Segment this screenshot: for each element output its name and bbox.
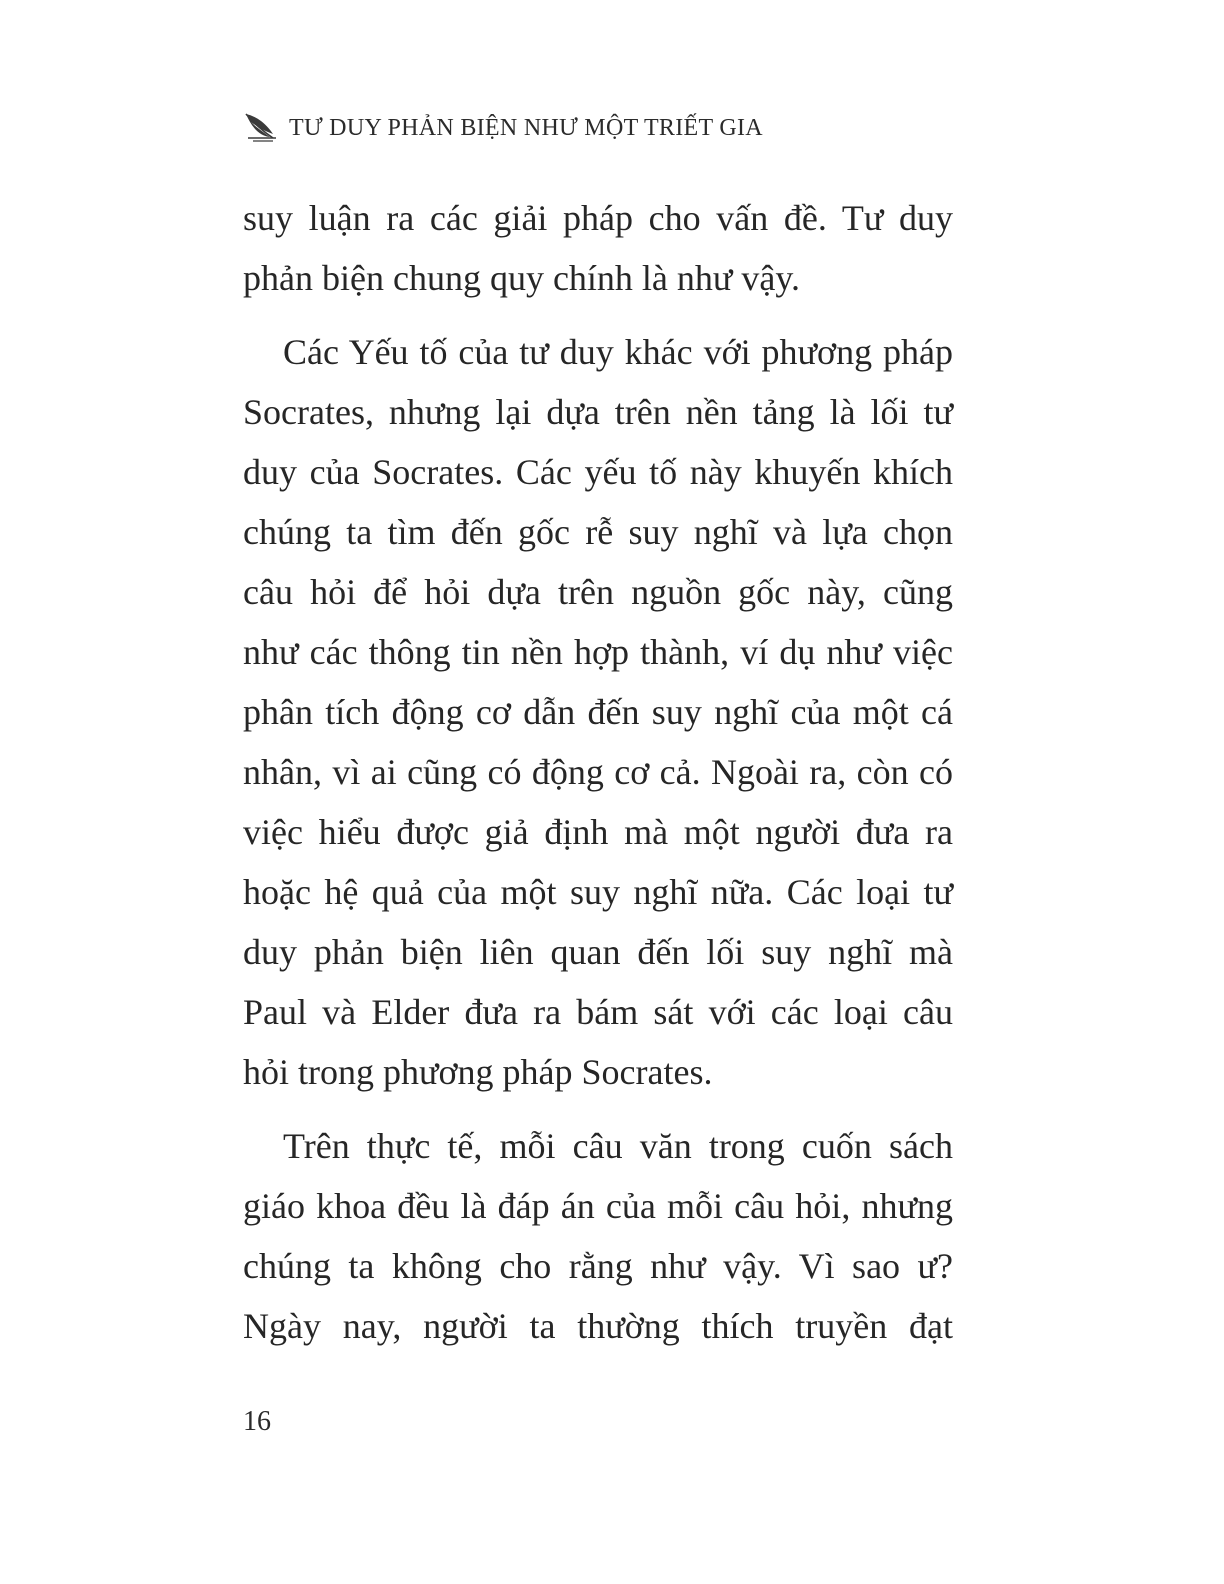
text-line: hỏi trong phương pháp Socrates. xyxy=(243,1052,713,1092)
text-line: nhân, vì ai cũng có động cơ cả. Ngoài ra, còn có xyxy=(243,752,953,792)
text-line: Socrates, nhưng lại dựa trên nền tảng là lối tư xyxy=(243,392,953,432)
text-line: việc hiểu được giả định mà một người đưa ra xyxy=(243,812,953,852)
text-line: phản biện chung quy chính là như vậy. xyxy=(243,258,801,298)
text-line: chúng ta tìm đến gốc rễ suy nghĩ và lựa chọn xyxy=(243,512,953,552)
running-header-title: TƯ DUY PHẢN BIỆN NHƯ MỘT TRIẾT GIA xyxy=(289,114,763,141)
text-line: như các thông tin nền hợp thành, ví dụ như việc xyxy=(243,632,953,672)
text-line: Trên thực tế, mỗi câu văn trong cuốn sách xyxy=(283,1126,953,1166)
text-line: phân tích động cơ dẫn đến suy nghĩ của một cá xyxy=(243,692,953,732)
text-line: suy luận ra các giải pháp cho vấn đề. Tư duy xyxy=(243,198,953,238)
text-line: giáo khoa đều là đáp án của mỗi câu hỏi, nhưng xyxy=(243,1186,953,1226)
text-line: Ngày nay, người ta thường thích truyền đạt xyxy=(243,1306,953,1346)
page-number: 16 xyxy=(243,1406,271,1437)
text-line: Các Yếu tố của tư duy khác với phương pháp xyxy=(283,332,953,372)
paragraph xyxy=(243,188,953,308)
paragraph xyxy=(243,1116,953,1356)
text-line: duy của Socrates. Các yếu tố này khuyến khích xyxy=(243,452,953,492)
running-header xyxy=(243,110,763,146)
text-line: hoặc hệ quả của một suy nghĩ nữa. Các loại tư xyxy=(243,872,953,912)
body-text xyxy=(243,188,953,1356)
text-line: chúng ta không cho rằng như vậy. Vì sao ư? xyxy=(243,1246,953,1286)
paragraph xyxy=(243,322,953,1102)
text-line: duy phản biện liên quan đến lối suy nghĩ mà xyxy=(243,932,953,972)
text-line: Paul và Elder đưa ra bám sát với các loại câu xyxy=(243,992,953,1032)
quill-feather-icon xyxy=(243,110,279,146)
text-line: câu hỏi để hỏi dựa trên nguồn gốc này, cũng xyxy=(243,572,953,612)
